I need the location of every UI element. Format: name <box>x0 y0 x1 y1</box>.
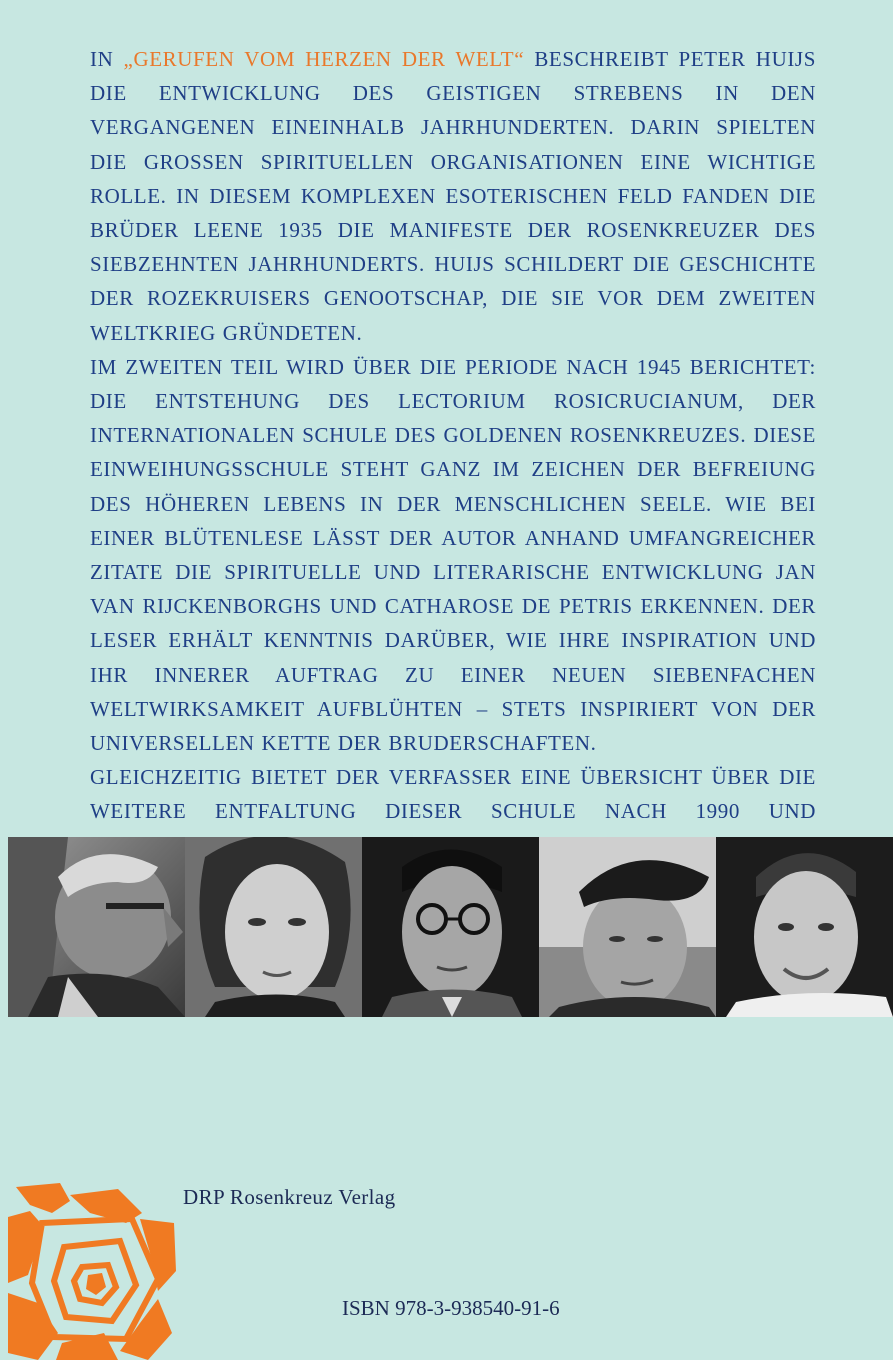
portrait-man-round-glasses-icon <box>362 837 539 1017</box>
rose-logo-icon <box>8 1183 176 1360</box>
publisher-name: DRP Rosenkreuz Verlag <box>183 1185 396 1209</box>
blurb-intro: IN <box>90 47 124 71</box>
blurb-paragraph-1-text: BESCHREIBT PETER HUIJS DIE ENTWICKLUNG DES GEISTIGEN STREBENS IN DEN VERGANGENEN EINEINHALB JAHRHUNDERTEN. DARIN SPIELTEN DIE GROSSEN SPIRITUELLEN ORGANISATIONEN EINE WICHTIGE ROLLE. IN DIESEM KOMPLEXEN ESOTERISCHEN FELD FANDEN DIE BRÜDER LEENE 1935 DIE MANIFESTE DER ROSENKREUZER DES SIEBZEHNTEN JAHRHUNDERTS. HUIJS SCHILDERT DIE GESCHICHTE DER ROZEKRUISERS GENOOTSCHAP, DIE SIE VOR DEM ZWEITEN WELTKRIEG GRÜNDETEN. <box>90 47 816 345</box>
portrait-man-beret-icon <box>539 837 716 1017</box>
blurb-paragraph-1 <box>90 42 816 350</box>
book-title-quote: „GERUFEN VOM HERZEN DER WELT“ <box>123 47 525 71</box>
portrait-woman-icon <box>185 837 362 1017</box>
isbn-number: ISBN 978-3-938540-91-6 <box>342 1296 560 1320</box>
blurb-paragraph-3: GLEICHZEITIG BIETET DER VERFASSER EINE ÜBERSICHT ÜBER DIE WEITERE ENTFALTUNG DIESER SCHULE NACH 1990 UND <box>90 765 816 824</box>
author-photo-strip <box>8 837 893 1017</box>
back-cover-blurb <box>90 42 816 965</box>
portrait-elderly-man-glasses-profile-icon <box>8 837 185 1017</box>
portrait-smiling-man-icon <box>716 837 893 1017</box>
blurb-paragraph-2: IM ZWEITEN TEIL WIRD ÜBER DIE PERIODE NACH 1945 BERICHTET: DIE ENTSTEHUNG DES LECTORIUM ROSICRUCIANUM, DER INTERNATIONALEN SCHULE DES GOLDENEN ROSENKREUZES. DIESE EINWEIHUNGSSCHULE STEHT GANZ IM ZEICHEN DER BEFREIUNG DES HÖHEREN LEBENS IN DER MENSCHLICHEN SEELE. WIE BEI EINER BLÜTENLESE LÄSST DER AUTOR ANHAND UMFANGREICHER ZITATE DIE SPIRITUELLE UND LITERARISCHE ENTWICKLUNG JAN VAN RIJCKENBORGHS UND CATHAROSE DE PETRIS ERKENNEN. DER LESER ERHÄLT KENNTNIS DARÜBER, WIE IHRE INSPIRATION UND IHR INNERER AUFTRAG ZU EINER NEUEN SIEBENFACHEN WELTWIRKSAMKEIT AUFBLÜHTEN – STETS INSPIRIERT VON DER UNIVERSELLEN KETTE DER BRUDERSCHAFTEN. <box>90 354 816 756</box>
